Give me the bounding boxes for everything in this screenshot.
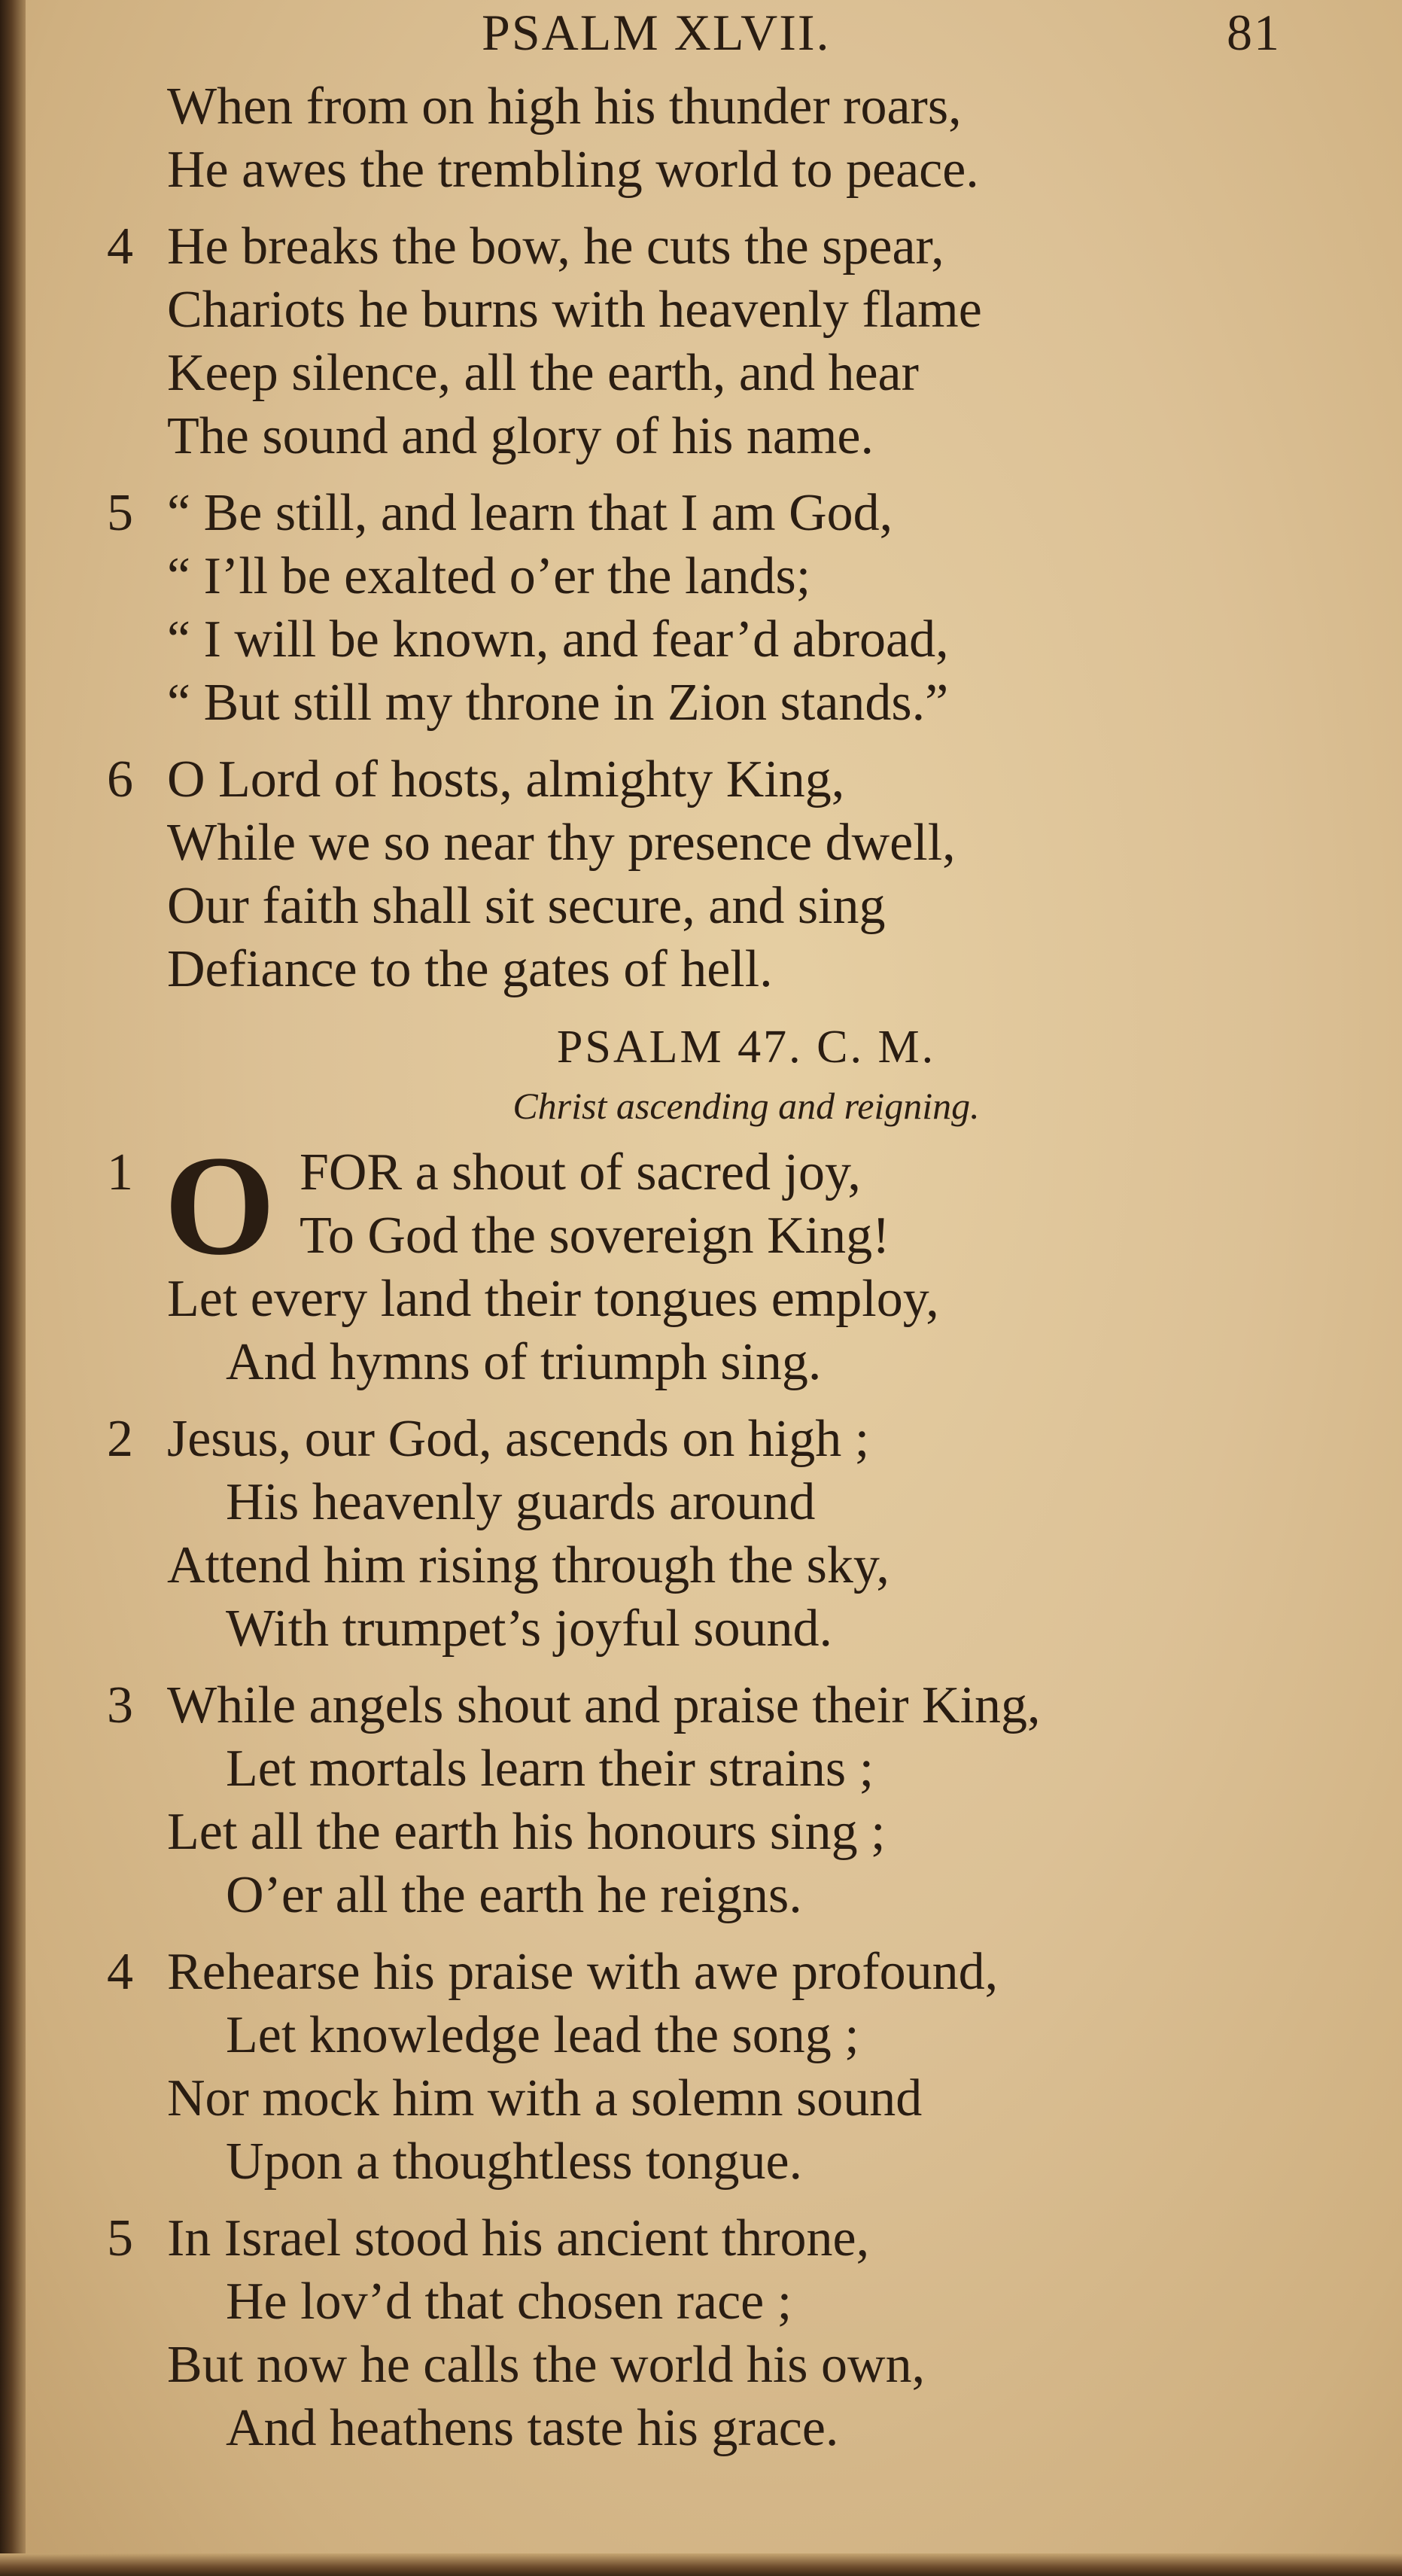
- stanza: [0, 1408, 1402, 1661]
- verse-line: Let all the earth his honours sing ;: [167, 1803, 886, 1861]
- stanza: [0, 1674, 1402, 1927]
- running-title: PSALM XLVII.: [482, 4, 831, 61]
- verse-line: While we so near thy presence dwell,: [167, 814, 956, 872]
- verse-line: O Lord of hosts, almighty King,: [167, 751, 845, 808]
- page-bottom-edge: [0, 2553, 1402, 2576]
- stanza: [0, 215, 1402, 468]
- verse-line: He awes the trembling world to peace.: [167, 141, 979, 199]
- verse-line: When from on high his thunder roars,: [167, 78, 962, 135]
- running-head: [0, 3, 1402, 71]
- verse-line: But now he calls the world his own,: [167, 2336, 926, 2394]
- verse-line: “ But still my throne in Zion stands.”: [167, 674, 949, 732]
- stanza-number: 3: [107, 1676, 133, 1734]
- stanza: [0, 482, 1402, 735]
- stanza-number: 4: [107, 218, 133, 276]
- verse-line: Rehearse his praise with awe profound,: [167, 1943, 999, 2001]
- stanza-number: 2: [107, 1410, 133, 1468]
- stanza-number: 1: [107, 1143, 133, 1201]
- verse-line: “ Be still, and learn that I am God,: [167, 484, 893, 542]
- stanza-number: 5: [107, 2209, 133, 2267]
- hymn-heading: PSALM 47. C. M.: [556, 1022, 936, 1073]
- verse-line: In Israel stood his ancient throne,: [167, 2209, 870, 2267]
- stanza-number: 6: [107, 751, 133, 808]
- verse-line: Let every land their tongues employ,: [167, 1270, 939, 1328]
- verse-line: Jesus, our God, ascends on high ;: [167, 1410, 870, 1468]
- verse-line: O’er all the earth he reigns.: [226, 1866, 802, 1924]
- verse-line: Upon a thoughtless tongue.: [226, 2133, 803, 2191]
- verse-line: Let mortals learn their strains ;: [226, 1740, 874, 1798]
- stanza: [0, 1941, 1402, 2194]
- verse-line: Keep silence, all the earth, and hear: [167, 344, 919, 402]
- verse-line: Defiance to the gates of hell.: [167, 940, 773, 998]
- verse-line: FOR a shout of sacred joy,: [300, 1143, 861, 1201]
- verse-line: Nor mock him with a solemn sound: [167, 2069, 923, 2127]
- verse-line: “ I will be known, and fear’d abroad,: [167, 611, 949, 668]
- verse-line: “ I’ll be exalted o’er the lands;: [167, 547, 811, 605]
- verse-line: And hymns of triumph sing.: [226, 1333, 822, 1391]
- drop-cap: O: [164, 1127, 275, 1285]
- verse-line: While angels shout and praise their King,: [167, 1676, 1041, 1734]
- stanza-number: 5: [107, 484, 133, 542]
- verse-line: He breaks the bow, he cuts the spear,: [167, 218, 944, 276]
- verse-line: The sound and glory of his name.: [167, 407, 874, 465]
- verse-line: Our faith shall sit secure, and sing: [167, 877, 886, 935]
- stanza: [0, 748, 1402, 1001]
- hymn-subheading: Christ ascending and reigning.: [512, 1085, 980, 1127]
- stanza-continuation: [0, 75, 1402, 202]
- stanza: [0, 2207, 1402, 2460]
- page-text: [0, 75, 1402, 2474]
- verse-line: With trumpet’s joyful sound.: [226, 1600, 833, 1658]
- page-number: 81: [1227, 4, 1281, 61]
- verse-line: And heathens taste his grace.: [226, 2399, 839, 2457]
- verse-line: He lov’d that chosen race ;: [226, 2273, 792, 2331]
- stanza-first: [0, 1127, 1402, 1394]
- verse-line: His heavenly guards around: [226, 1473, 816, 1531]
- verse-line: Attend him rising through the sky,: [167, 1536, 890, 1594]
- verse-line: Chariots he burns with heavenly flame: [167, 281, 982, 339]
- verse-line: Let knowledge lead the song ;: [226, 2006, 859, 2064]
- verse-line: To God the sovereign King!: [300, 1207, 890, 1265]
- stanza-number: 4: [107, 1943, 133, 2001]
